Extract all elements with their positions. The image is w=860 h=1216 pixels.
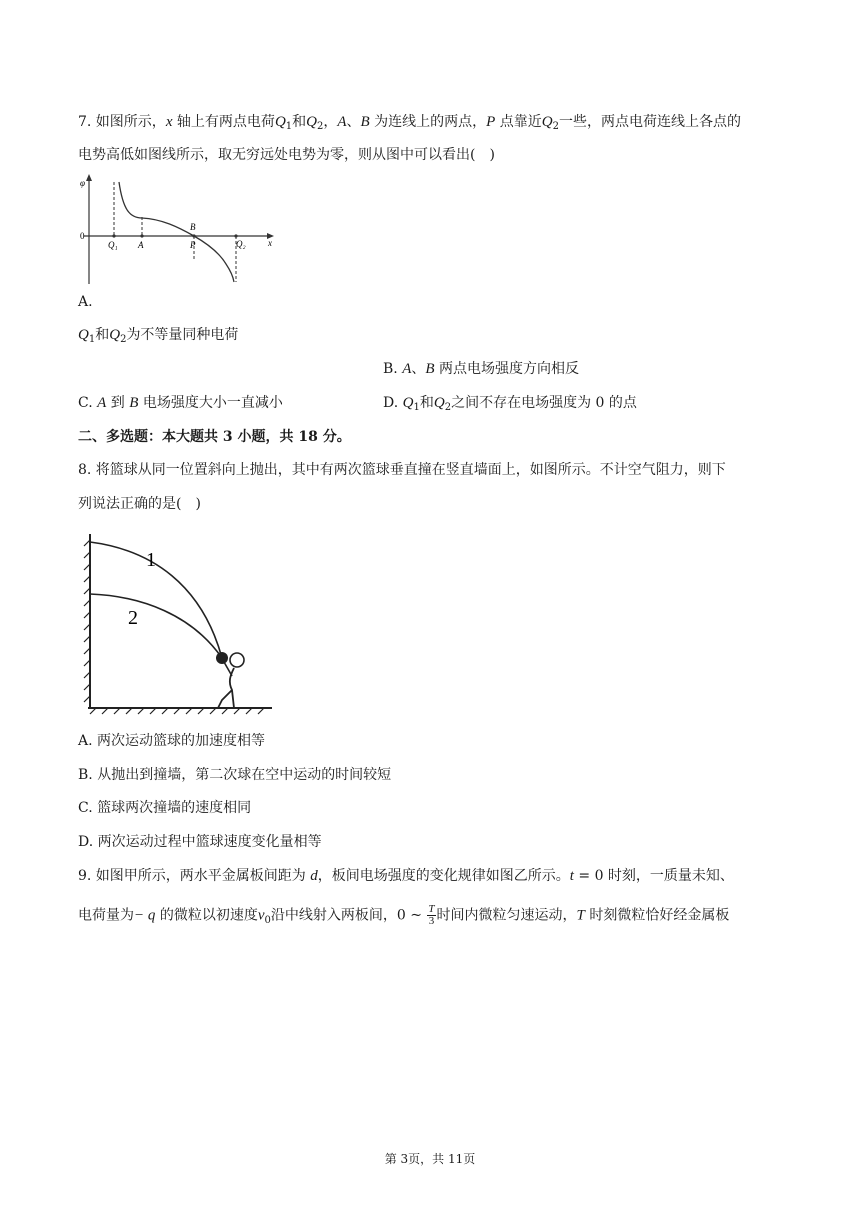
phi-label: φ xyxy=(80,178,85,188)
q8-option-a: A. 两次运动篮球的加速度相等 xyxy=(78,733,266,749)
q2-label: Q₂ xyxy=(236,239,246,249)
q7-potential-graph xyxy=(78,172,278,284)
q9-stem-line1: 9. 如图甲所示，两水平金属板间距为 d，板间电场强度的变化规律如图乙所示。t = 0 时刻，一质量未知、 xyxy=(78,868,734,884)
t-over-3-fraction: $\frac{T}{3}$ xyxy=(428,903,435,927)
q8-option-c: C. 篮球两次撞墙的速度相同 xyxy=(78,800,252,816)
q8-option-b: B. 从抛出到撞墙，第二次球在空中运动的时间较短 xyxy=(78,767,392,783)
page-footer: 第 3页，共 11页 xyxy=(384,1152,476,1166)
q7-option-a-label: A. xyxy=(78,294,93,310)
b-label: B xyxy=(190,222,196,232)
basketball xyxy=(216,652,228,664)
potential-curve xyxy=(119,182,234,282)
q7-option-a-text: $Q_1$和$Q_2$为不等量同种电荷 xyxy=(78,327,239,345)
q7-stem-line2: 电势高低如图线所示，取无穷远处电势为零，则从图中可以看出( ) xyxy=(78,147,495,163)
trajectory-2-label: 2 xyxy=(128,607,138,629)
q8-stem-line2: 列说法正确的是( ) xyxy=(78,496,201,512)
q1-point xyxy=(112,234,115,237)
q8-option-d: D. 两次运动过程中篮球速度变化量相等 xyxy=(78,834,322,850)
a-label: A xyxy=(138,240,144,250)
x-label: x xyxy=(268,238,272,248)
thrower-head xyxy=(230,653,244,667)
section-heading: 二、多选题：本大题共 3 小题，共 18 分。 xyxy=(78,429,351,445)
p-label: P xyxy=(190,240,196,250)
q7-option-b: B. A、B 两点电场强度方向相反 xyxy=(383,361,579,377)
trajectory-2 xyxy=(90,594,222,658)
q7-option-c: C. A 到 B 电场强度大小一直减小 xyxy=(78,395,283,411)
origin-label: 0 xyxy=(80,231,85,241)
q7-option-d: D. $Q_1$和$Q_2$之间不存在电场强度为 0 的点 xyxy=(383,395,637,413)
a-point xyxy=(140,234,143,237)
q1-label: Q₁ xyxy=(108,240,118,250)
phi-axis-arrow xyxy=(86,174,92,181)
q2-point xyxy=(234,234,237,237)
p-point xyxy=(192,234,195,237)
q7-stem-line1: 7. 如图所示，x 轴上有两点电荷$Q_1$和$Q_2$，A、B 为连线上的两点，P 点靠近$Q_2$一些，两点电荷连线上各点的 xyxy=(78,114,742,132)
trajectory-1-label: 1 xyxy=(146,549,156,571)
q9-stem-line2: 电荷量为− q 的微粒以初速度$v_0$沿中线射入两板间，0 ~ $\frac{T}{3}$ 时间内微粒匀速运动，T 时刻微粒恰好经金属板 xyxy=(78,903,730,927)
trajectory-1 xyxy=(90,542,222,658)
q8-stem-line1: 8. 将篮球从同一位置斜向上抛出，其中有两次篮球垂直撞在竖直墙面上，如图所示。不计空气阻力，则下 xyxy=(78,462,726,478)
q8-basketball-figure xyxy=(82,530,278,716)
